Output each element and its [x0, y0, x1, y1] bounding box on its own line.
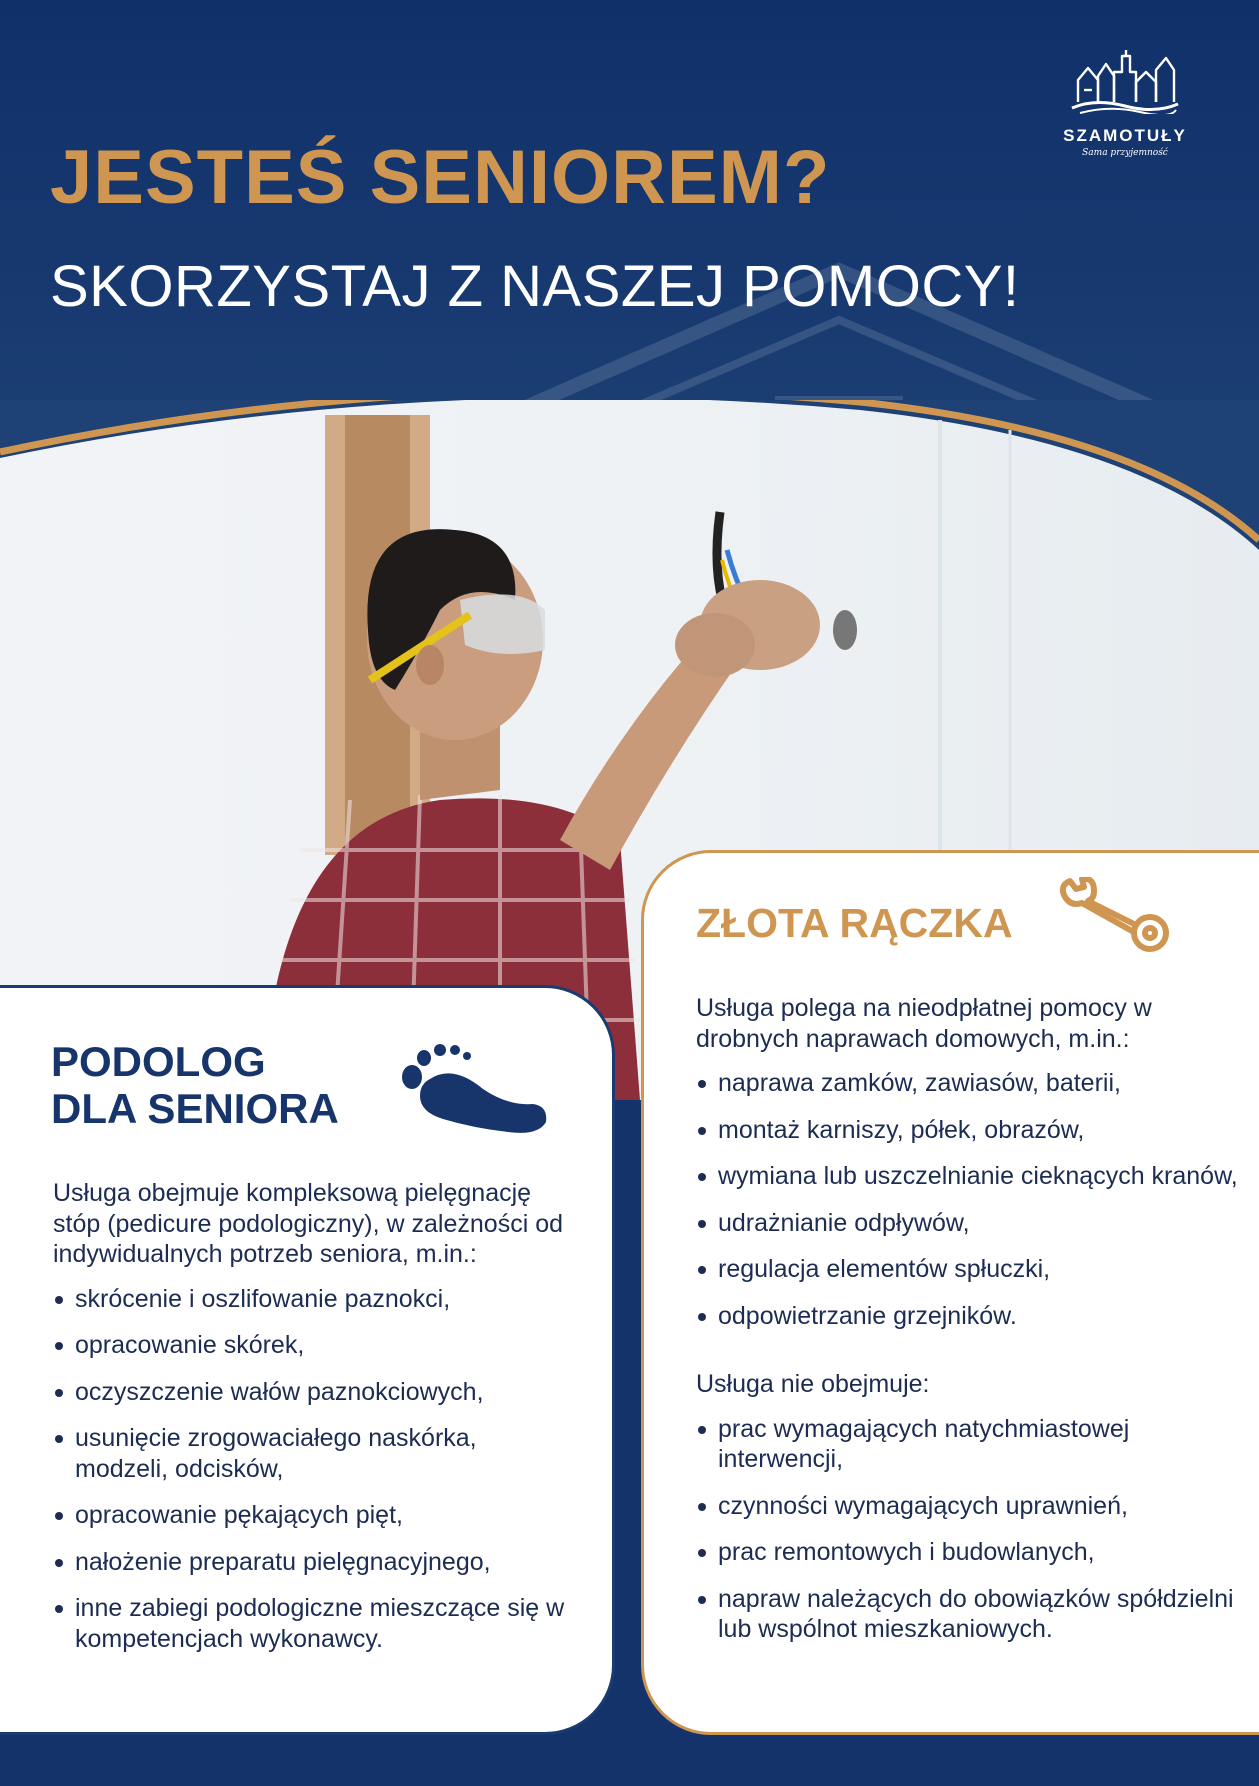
podolog-title: PODOLOG DLA SENIORA [51, 1038, 339, 1133]
list-item: regulacja elementów spłuczki, [696, 1254, 1256, 1285]
exclusions-list [696, 1414, 1256, 1645]
podolog-body [53, 1178, 573, 1670]
podolog-card [0, 985, 615, 1735]
section-spacer [696, 1347, 1256, 1369]
handyman-body [696, 993, 1256, 1661]
list-item: oczyszczenie wałów paznokciowych, [53, 1377, 573, 1408]
list-item: opracowanie pękających pięt, [53, 1500, 573, 1531]
podolog-intro: Usługa obejmuje kompleksową pielęgnację stóp (pedicure podologiczny), w zależności od indywidualnych potrzeb seniora, m.in.: [53, 1179, 563, 1268]
handyman-intro: Usługa polega na nieodpłatnej pomocy w drobnych naprawach domowych, m.in.: [696, 994, 1152, 1053]
handyman-title: ZŁOTA RĄCZKA [696, 900, 1013, 946]
list-item: usunięcie zrogowaciałego naskórka, modzeli, odcisków, [53, 1423, 573, 1484]
handyman-card [641, 850, 1259, 1735]
city-skyline-icon [1070, 50, 1180, 114]
list-item: czynności wymagających uprawnień, [696, 1491, 1256, 1522]
handyman-list [696, 1068, 1256, 1331]
list-item: wymiana lub uszczelnianie cieknących kranów, [696, 1161, 1256, 1192]
logo-name: SZAMOTUŁY [1063, 126, 1187, 145]
list-item: inne zabiegi podologiczne mieszczące się w kompetencjach wykonawcy. [53, 1593, 573, 1654]
subheadline: SKORZYSTAJ Z NASZEJ POMOCY! [50, 254, 1020, 319]
headline: JESTEŚ SENIOREM? [50, 135, 831, 220]
list-item: nałożenie preparatu pielęgnacyjnego, [53, 1547, 573, 1578]
footer-band [0, 1735, 1259, 1786]
exclusions-intro: Usługa nie obejmuje: [696, 1370, 930, 1398]
list-item: udrażnianie odpływów, [696, 1208, 1256, 1239]
logo-tagline: Sama przyjemność [1082, 148, 1168, 158]
list-item: napraw należących do obowiązków spółdzielni lub wspólnot mieszkaniowych. [696, 1584, 1256, 1645]
podolog-list [53, 1284, 573, 1655]
list-item: prac wymagających natychmiastowej interwencji, [696, 1414, 1256, 1475]
list-item: naprawa zamków, zawiasów, baterii, [696, 1068, 1256, 1099]
list-item: opracowanie skórek, [53, 1330, 573, 1361]
city-logo [1060, 50, 1190, 158]
list-item: odpowietrzanie grzejników. [696, 1301, 1256, 1332]
list-item: montaż karniszy, półek, obrazów, [696, 1115, 1256, 1146]
list-item: skrócenie i oszlifowanie paznokci, [53, 1284, 573, 1315]
footprint-icon [398, 1044, 548, 1139]
wrench-icon [1056, 877, 1171, 957]
list-item: prac remontowych i budowlanych, [696, 1537, 1256, 1568]
